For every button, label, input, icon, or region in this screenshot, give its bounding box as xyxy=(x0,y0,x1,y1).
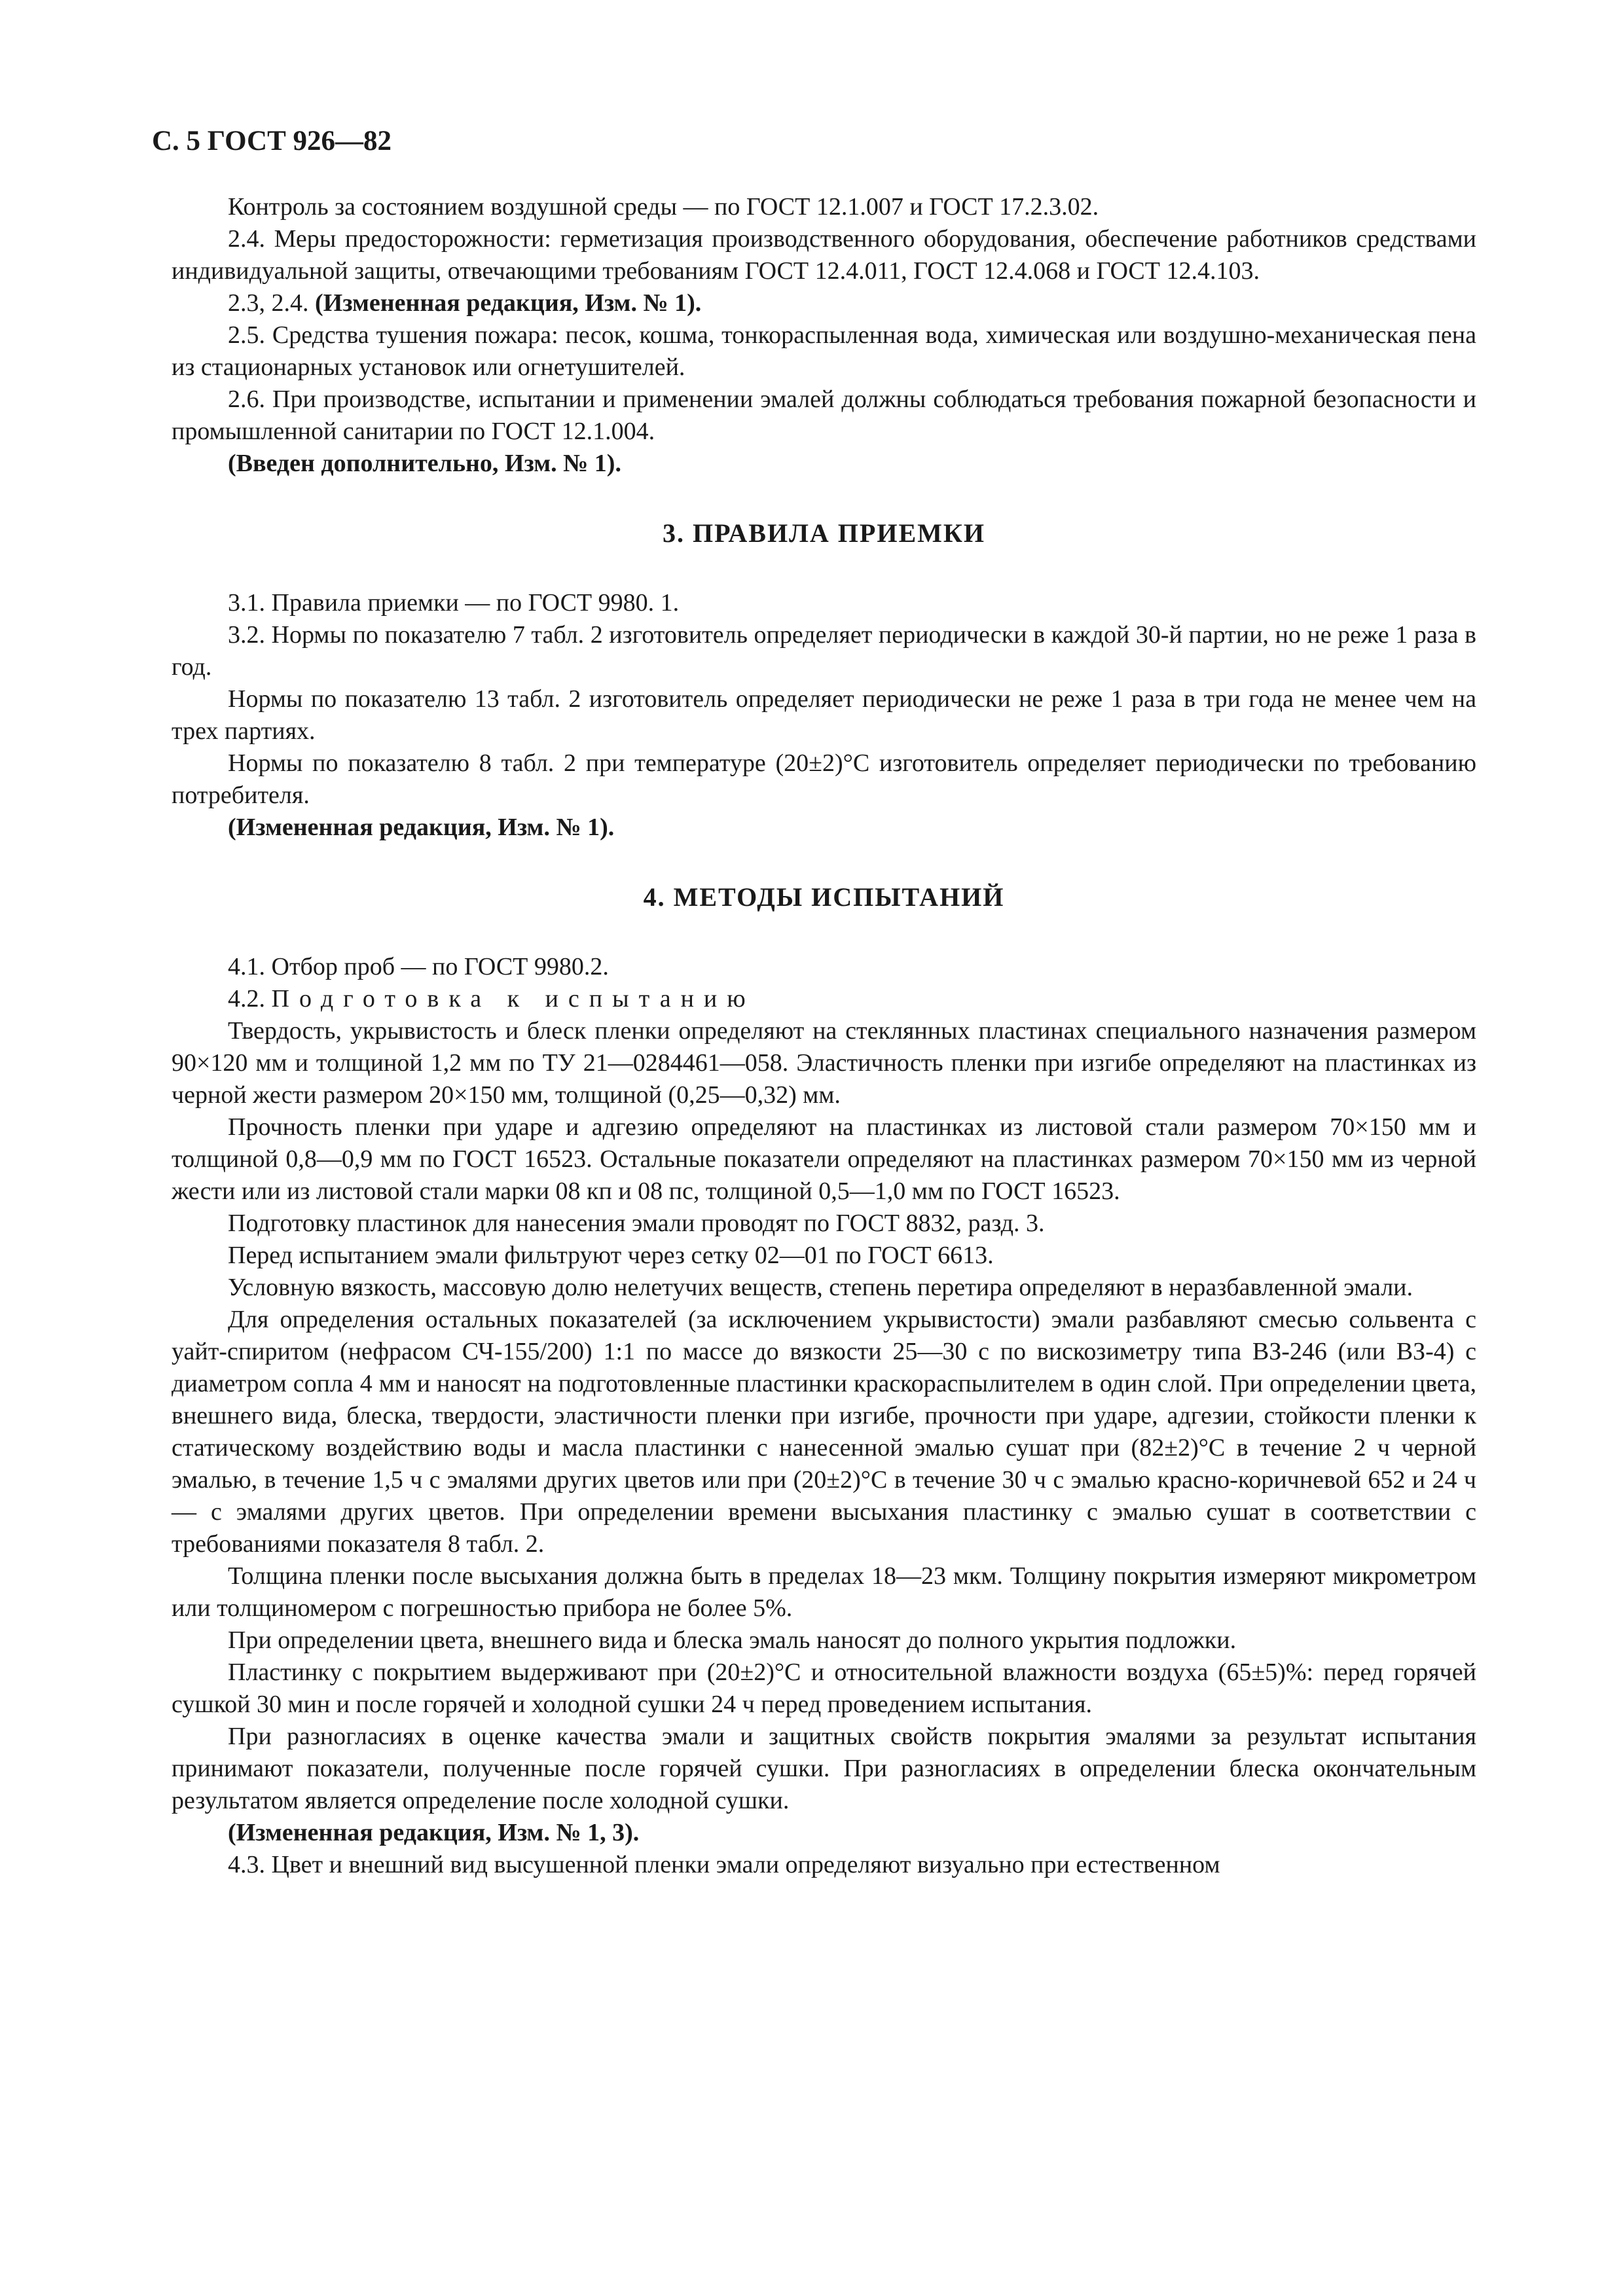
paragraph-3-2-indicator-8: Нормы по показателю 8 табл. 2 при температуре (20±2)°С изготовитель определяет периодически по требованию потребителя. xyxy=(172,749,1476,809)
amendment-ref: 2.3, 2.4. xyxy=(228,289,315,317)
paragraph-4-3: 4.3. Цвет и внешний вид высушенной пленки эмали определяют визуально при естественном xyxy=(228,1851,1220,1878)
paragraph-4-1: 4.1. Отбор проб — по ГОСТ 9980.2. xyxy=(228,953,609,980)
amendment-note-section-3: (Измененная редакция, Изм. № 1). xyxy=(228,814,615,841)
paragraph-4-2-filtering: Перед испытанием эмали фильтруют через сетку 02—01 по ГОСТ 6613. xyxy=(228,1242,994,1269)
paragraph-4-2-steel-plates: Прочность пленки при ударе и адгезию определяют на пластинках из листовой стали размером 70×150 мм и толщиной 0,8—0,9 мм по ГОСТ 16523. Остальные показатели определяют на пластинках размером 70×150 мм из черной жести или из листовой стали марки 08 кп и 08 пс, толщиной 0,5—1,0 мм по ГОСТ 16523. xyxy=(172,1113,1476,1205)
paragraph-3-1: 3.1. Правила приемки — по ГОСТ 9980. 1. xyxy=(228,589,680,617)
section-4-title: 4. МЕТОДЫ ИСПЫТАНИЙ xyxy=(643,882,1005,912)
amendment-note-introduced: (Введен дополнительно, Изм. № 1). xyxy=(228,450,621,477)
paragraph-3-2: 3.2. Нормы по показателю 7 табл. 2 изготовитель определяет периодически в каждой 30-й партии, но не реже 1 раза в год. xyxy=(172,621,1476,681)
paragraph-4-2-preparation: Подготовку пластинок для нанесения эмали проводят по ГОСТ 8832, разд. 3. xyxy=(228,1210,1045,1237)
paragraph-2-5: 2.5. Средства тушения пожара: песок, кошма, тонкораспыленная вода, химическая или воздушно-механическая пена из стационарных установок или огнетушителей. xyxy=(172,321,1476,381)
paragraph-4-2-heading xyxy=(172,983,1476,1015)
paragraph-4-2-full-coverage: При определении цвета, внешнего вида и блеска эмаль наносят до полного укрытия подложки. xyxy=(228,1626,1237,1654)
paragraph-number: 4.2. xyxy=(228,985,272,1013)
paragraph-2-6: 2.6. При производстве, испытании и применении эмалей должны соблюдаться требования пожарной безопасности и промышленной санитарии по ГОСТ 12.1.004. xyxy=(172,386,1476,445)
paragraph-4-2-thickness: Толщина пленки после высыхания должна быть в пределах 18—23 мкм. Толщину покрытия измеряют микрометром или толщиномером с погрешностью прибора не более 5%. xyxy=(172,1562,1476,1622)
page-header: С. 5 ГОСТ 926—82 xyxy=(152,126,392,156)
paragraph-2-3-2-4-amendment xyxy=(172,287,1476,319)
paragraph-3-2-indicator-13: Нормы по показателю 13 табл. 2 изготовитель определяет периодически не реже 1 раза в три года не менее чем на трех партиях. xyxy=(172,685,1476,745)
subsection-title: Подготовка к испытанию xyxy=(271,985,756,1013)
paragraph-4-2-dilution: Для определения остальных показателей (за исключением укрывистости) эмали разбавляют смесью сольвента с уайт-спиритом (нефрасом СЧ-155/200) 1:1 по массе до вязкости 25—30 с по вискозиметру типа ВЗ-246 (или ВЗ-4) с диаметром сопла 4 мм и наносят на подготовленные пластинки краскораспылителем в один слой. При определении цвета, внешнего вида, блеска, твердости, эластичности пленки при изгибе, прочности при ударе, адгезии, стойкости пленки к статическому воздействию воды и масла пластинки с нанесенной эмалью сушат при (82±2)°С в течение 2 ч черной эмалью, в течение 1,5 ч с эмалями других цветов или при (20±2)°С в течение 30 ч с эмалью красно-коричневой 652 и 24 ч — с эмалями других цветов. При определении времени высыхания пластинку с эмалью сушат в соответствии с требованиями показателя 8 табл. 2. xyxy=(172,1306,1476,1558)
paragraph-4-2-conditioning: Пластинку с покрытием выдерживают при (20±2)°С и относительной влажности воздуха (65±5)%: перед горячей сушкой 30 мин и после горячей и холодной сушки 24 ч перед проведением испытания. xyxy=(172,1659,1476,1718)
section-3-title: 3. ПРАВИЛА ПРИЕМКИ xyxy=(662,518,985,548)
paragraph-4-2-viscosity: Условную вязкость, массовую долю нелетучих веществ, степень перетира определяют в неразбавленной эмали. xyxy=(228,1274,1413,1301)
paragraph-4-2-glass-plates: Твердость, укрывистость и блеск пленки определяют на стеклянных пластинах специального назначения размером 90×120 мм и толщиной 1,2 мм по ТУ 21—0284461—058. Эластичность пленки при изгибе определяют на пластинках из черной жести размером 20×150 мм, толщиной (0,25—0,32) мм. xyxy=(172,1017,1476,1109)
amendment-note-section-4: (Измененная редакция, Изм. № 1, 3). xyxy=(228,1819,640,1846)
document-body xyxy=(172,191,1476,1881)
amendment-note: (Измененная редакция, Изм. № 1). xyxy=(315,289,702,317)
paragraph-2-4: 2.4. Меры предосторожности: герметизация производственного оборудования, обеспечение работников средствами индивидуальной защиты, отвечающими требованиям ГОСТ 12.4.011, ГОСТ 12.4.068 и ГОСТ 12.4.103. xyxy=(172,225,1476,285)
paragraph-4-2-disputes: При разногласиях в оценке качества эмали и защитных свойств покрытия эмалями за результат испытания принимают показатели, полученные после горячей сушки. При разногласиях в определении блеска окончательным результатом является определение после холодной сушки. xyxy=(172,1723,1476,1814)
paragraph-air-control: Контроль за состоянием воздушной среды — по ГОСТ 12.1.007 и ГОСТ 17.2.3.02. xyxy=(228,193,1099,221)
